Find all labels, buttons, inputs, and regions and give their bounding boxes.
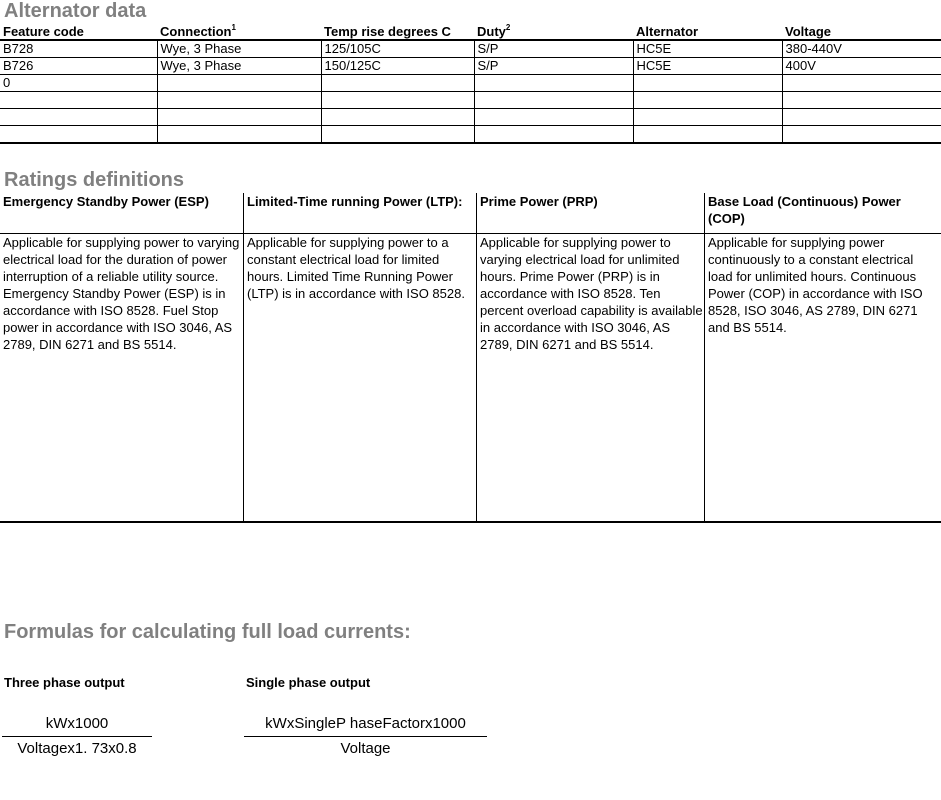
temp-rise-cell: [321, 92, 474, 109]
three-phase-formula: [2, 714, 152, 759]
connection-cell: [157, 109, 321, 126]
column-header-duty: Duty$^2$: [474, 23, 633, 40]
rating-heading: Emergency Standby Power (ESP): [3, 194, 209, 209]
duty-cell: [474, 92, 633, 109]
duty-cell: [474, 109, 633, 126]
feature-code-cell: 0: [0, 75, 157, 92]
footnote-marker: 1: [231, 23, 236, 32]
formula-denominator: Voltagex1. 73x0.8: [17, 740, 137, 757]
column-header-connection: Connection$^1$: [157, 23, 321, 40]
alternator-cell: [633, 126, 782, 144]
voltage-cell: 380-440V: [782, 40, 941, 58]
voltage-cell: [782, 75, 941, 92]
alternator-cell: [633, 109, 782, 126]
duty-cell: S/P: [474, 40, 633, 58]
table-row: [0, 40, 941, 58]
alternator-data-title: Alternator data: [4, 0, 147, 22]
connection-cell: Wye, 3 Phase: [157, 58, 321, 75]
rating-description: Applicable for supplying power to varying electrical load for the duration of power interruption of a reliable utility source. Emergency Standby Power (ESP) is in accordance with ISO 8528. Fuel Stop power in accordance with ISO 3046, AS 2789, DIN 6271 and BS 5514.: [3, 235, 240, 352]
feature-code-cell: [0, 109, 157, 126]
duty-cell: S/P: [474, 58, 633, 75]
column-header-alternator: Alternator: [633, 23, 782, 40]
voltage-cell: 400V: [782, 58, 941, 75]
alternator-cell: HC5E: [633, 58, 782, 75]
rating-heading: Limited-Time running Power (LTP):: [247, 194, 463, 209]
formulas-title: Formulas for calculating full load currents:: [4, 621, 411, 643]
single-phase-label: Single phase output: [246, 675, 371, 690]
temp-rise-cell: [321, 109, 474, 126]
alternator-cell: [633, 92, 782, 109]
three-phase-label: Three phase output: [4, 675, 125, 690]
duty-cell: [474, 75, 633, 92]
ratings-definitions-title: Ratings definitions: [4, 169, 184, 191]
rating-description: Applicable for supplying power to varying electrical load for unlimited hours. Prime Power (PRP) is in accordance with ISO 8528. Ten percent overload capability is available in accordance with ISO 3046, AS 2789, DIN 6271 and BS 5514.: [480, 235, 703, 352]
ratings-definitions-table: [0, 193, 941, 523]
temp-rise-cell: [321, 126, 474, 144]
rating-description: Applicable for supplying power to a constant electrical load for limited hours. Limited Time Running Power (LTP) is in accordance with ISO 8528.: [247, 235, 465, 301]
table-row: [0, 75, 941, 92]
connection-cell: [157, 92, 321, 109]
temp-rise-cell: 125/105C: [321, 40, 474, 58]
temp-rise-cell: [321, 75, 474, 92]
column-header-temp-rise: Temp rise degrees C: [321, 23, 474, 40]
table-row: [0, 109, 941, 126]
feature-code-cell: B726: [0, 58, 157, 75]
rating-column-ltp: [243, 193, 476, 521]
rating-column-cop: [704, 193, 941, 521]
table-row: [0, 92, 941, 109]
feature-code-cell: [0, 126, 157, 144]
table-row: [0, 58, 941, 75]
alternator-header-row: [0, 23, 941, 40]
single-phase-formula: [244, 714, 487, 759]
feature-code-cell: B728: [0, 40, 157, 58]
alternator-cell: HC5E: [633, 40, 782, 58]
table-row: [0, 126, 941, 144]
connection-cell: Wye, 3 Phase: [157, 40, 321, 58]
alternator-data-table: [0, 23, 941, 144]
rating-column-esp: [0, 193, 243, 521]
rating-column-prp: [476, 193, 704, 521]
connection-cell: [157, 75, 321, 92]
alternator-cell: [633, 75, 782, 92]
duty-cell: [474, 126, 633, 144]
rating-description: Applicable for supplying power continuously to a constant electrical load for unlimited hours. Continuous Power (COP) in accordance with ISO 8528, ISO 3046, AS 2789, DIN 6271 and BS 5514.: [708, 235, 923, 335]
rating-heading: Base Load (Continuous) Power (COP): [708, 194, 901, 226]
temp-rise-cell: 150/125C: [321, 58, 474, 75]
voltage-cell: [782, 126, 941, 144]
rating-heading: Prime Power (PRP): [480, 194, 598, 209]
voltage-cell: [782, 109, 941, 126]
formula-numerator: kWxSingleP haseFactorx1000: [244, 714, 487, 737]
footnote-marker: 2: [505, 23, 511, 32]
feature-code-cell: [0, 92, 157, 109]
voltage-cell: [782, 92, 941, 109]
column-header-feature-code: Feature code: [0, 23, 157, 40]
column-header-voltage: Voltage: [782, 23, 941, 40]
formula-numerator: kWx1000: [2, 714, 152, 737]
formula-denominator: Voltage: [340, 740, 391, 757]
connection-cell: [157, 126, 321, 144]
